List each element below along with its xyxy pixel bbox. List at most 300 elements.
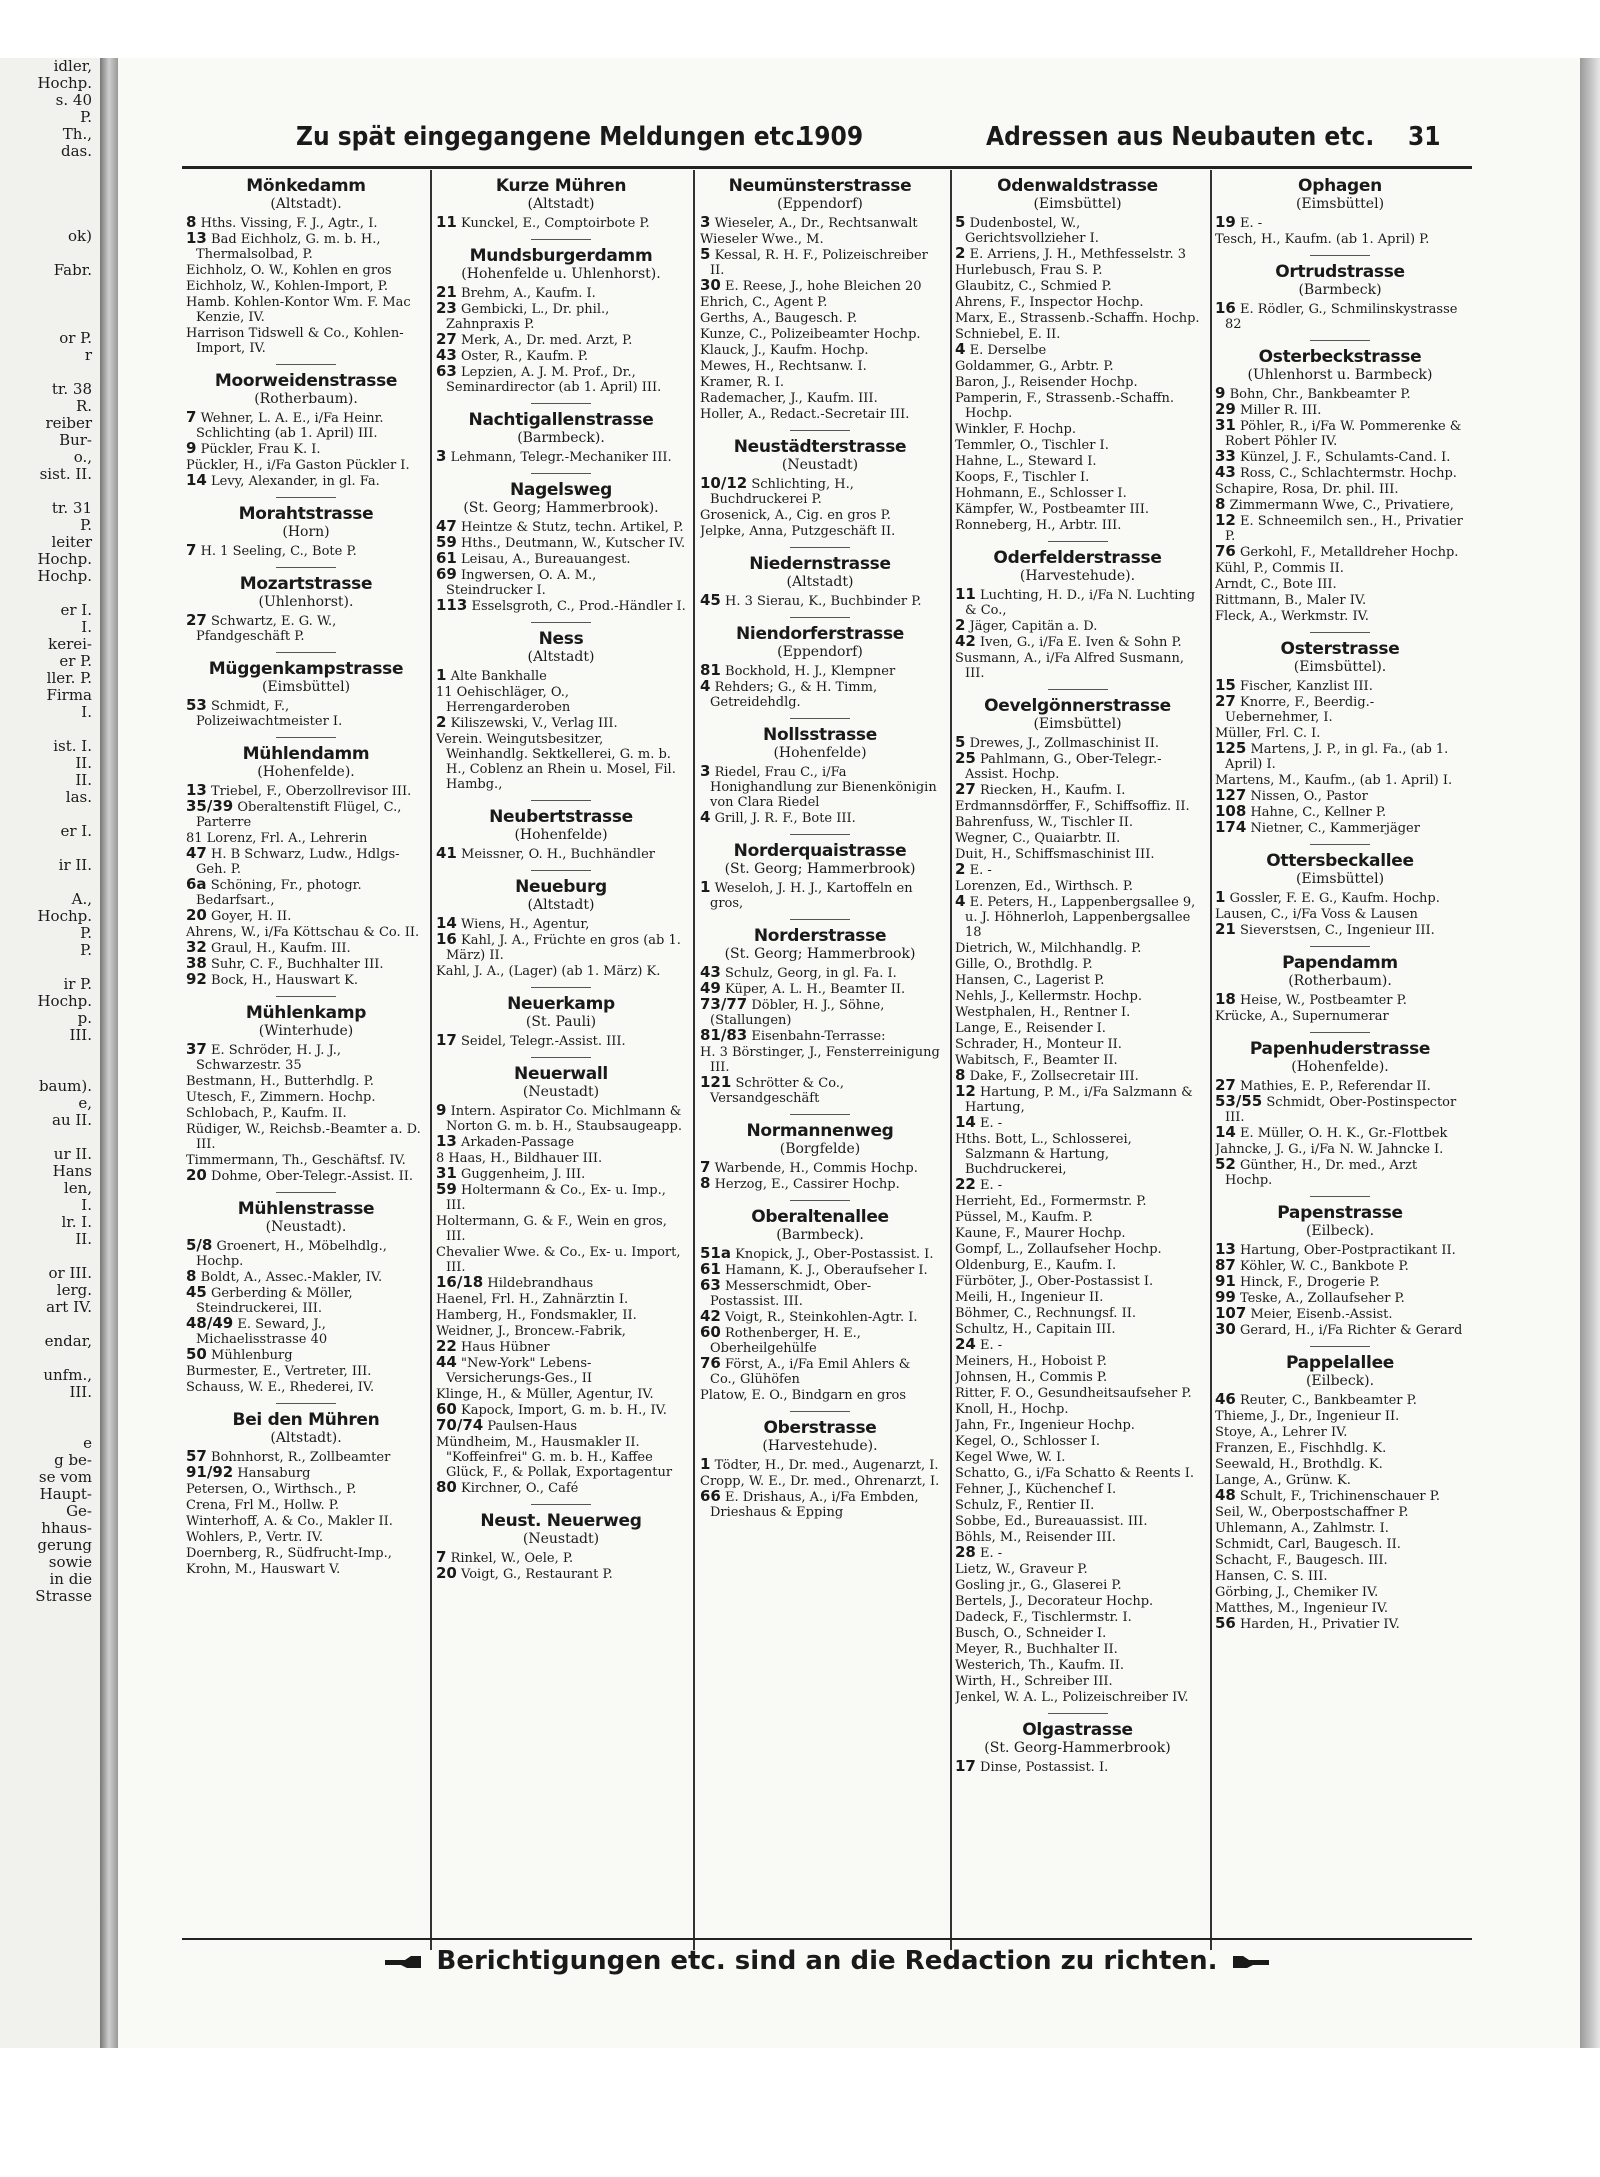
resident-text: H. 1 Seeling, C., Bote P. [200, 544, 357, 559]
resident-text: Messerschmidt, Ober-Postassist. III. [710, 1279, 872, 1309]
street-district: (Altstadt) [786, 574, 854, 590]
street-district: (Hohenfelde) [773, 745, 867, 761]
address-entry [1215, 788, 1465, 804]
resident-text: Schmidt, F., Polizeiwachtmeister I. [196, 699, 343, 729]
prev-page-fragment: das. [60, 142, 92, 160]
resident-text: Dinse, Postassist. I. [980, 1760, 1109, 1775]
prev-page-fragment: Hochp. [37, 567, 92, 585]
address-entry [186, 1347, 426, 1363]
address-entry [436, 1033, 686, 1049]
prev-page-fragment: s. 40 [55, 91, 92, 109]
address-entry [186, 215, 426, 231]
house-number: 73/77 [700, 995, 748, 1013]
street-district: (Eppendorf) [777, 644, 863, 660]
resident-text: E. - [980, 1546, 1003, 1561]
address-entry [1215, 1094, 1465, 1125]
house-number: 4 [700, 808, 711, 826]
address-entry [1215, 497, 1465, 513]
address-entry [186, 1379, 426, 1395]
house-number: 11 [955, 585, 976, 603]
street-section [700, 430, 940, 539]
section-separator [1310, 844, 1370, 845]
address-entry [955, 1417, 1200, 1433]
address-entry [1215, 1290, 1465, 1306]
resident-text: Kramer, R. I. [700, 375, 785, 390]
resident-text: Zimmermann Wwe, C., Privatiere, [1229, 498, 1454, 513]
address-entry [955, 1289, 1200, 1305]
street-section [1215, 1032, 1465, 1188]
address-entry [186, 698, 426, 729]
street-district: (Hohenfelde). [1291, 1059, 1389, 1075]
prev-page-fragment: Haupt- [39, 1485, 92, 1503]
address-entry [1215, 1504, 1465, 1520]
house-number: 16 [436, 930, 457, 948]
address-entry [955, 1369, 1200, 1385]
address-entry [700, 1387, 940, 1403]
address-entry [700, 965, 940, 981]
resident-text: Suhr, C. F., Buchhalter III. [211, 957, 384, 972]
address-entry [1215, 1392, 1465, 1408]
house-number: 13 [186, 781, 207, 799]
house-number: 47 [186, 844, 207, 862]
street-section [955, 1713, 1200, 1775]
house-number: 63 [436, 362, 457, 380]
resident-text: Sieverstsen, C., Ingenieur III. [1240, 923, 1435, 938]
address-entry [1215, 922, 1465, 938]
address-entry [700, 593, 940, 609]
address-entry [955, 972, 1200, 988]
resident-text: Jelpke, Anna, Putzgeschäft II. [700, 524, 896, 539]
address-entry [700, 764, 940, 810]
street-section [1215, 1196, 1465, 1338]
prev-page-fragment: Fabr. [53, 261, 92, 279]
street-name: Mühlendamm [242, 744, 370, 764]
resident-text: Jahncke, J. G., i/Fa N. W. Jahncke I. [1215, 1142, 1444, 1157]
address-entry [1215, 608, 1465, 624]
house-number: 28 [955, 1543, 976, 1561]
resident-text: Miller R. III. [1240, 403, 1322, 418]
resident-text: Lange, A., Grünw. K. [1215, 1473, 1351, 1488]
prev-page-fragment [0, 211, 100, 228]
section-separator [1048, 689, 1108, 690]
house-number: 174 [1215, 818, 1247, 836]
street-name: Papenstrasse [1277, 1203, 1403, 1223]
street-district: (Neustadt) [522, 1084, 600, 1100]
address-entry [186, 325, 426, 356]
resident-text: Glaubitz, C., Schmied P. [955, 279, 1112, 294]
street-name: Norderstrasse [753, 926, 887, 946]
street-section [436, 870, 686, 979]
street-section [700, 919, 940, 1106]
street-section [700, 718, 940, 826]
street-district: (Altstadt) [527, 897, 595, 913]
street-section [700, 834, 940, 911]
address-entry [955, 634, 1200, 650]
resident-text: Esselsgroth, C., Prod.-Händler I. [471, 599, 686, 614]
house-number: 20 [186, 1166, 207, 1184]
street-district: (Uhlenhorst). [258, 594, 354, 610]
resident-text: Voigt, R., Steinkohlen-Agtr. I. [725, 1310, 918, 1325]
resident-text: Ross, C., Schlachtermstr. Hochp. [1240, 466, 1457, 481]
resident-text: Wirth, H., Schreiber III. [955, 1674, 1113, 1689]
street-name: Moorweidenstrasse [214, 371, 398, 391]
address-entry [700, 278, 940, 294]
resident-text: Alte Bankhalle [450, 669, 547, 684]
house-number: 61 [700, 1260, 721, 1278]
book-gutter [100, 58, 118, 2048]
street-section [700, 547, 940, 609]
prev-page-fragment: Hochp. [37, 907, 92, 925]
resident-text: Uhlemann, A., Zahlmstr. I. [1215, 1521, 1389, 1536]
resident-text: Meier, Eisenb.-Assist. [1250, 1307, 1393, 1322]
resident-text: Teske, A., Zollaufseher P. [1240, 1291, 1405, 1306]
street-district: (Harvestehude). [762, 1438, 878, 1454]
resident-text: Günther, H., Dr. med., Arzt Hochp. [1225, 1158, 1418, 1188]
previous-page-margin [0, 58, 103, 2048]
section-separator [790, 718, 850, 719]
resident-text: Meili, H., Ingenieur II. [955, 1290, 1104, 1305]
address-entry [955, 1481, 1200, 1497]
section-separator [531, 800, 591, 801]
section-separator [276, 567, 336, 568]
resident-text: Rüdiger, W., Reichsb.-Beamter a. D. III. [186, 1122, 421, 1152]
house-number: 12 [1215, 511, 1236, 529]
resident-text: Lietz, W., Graveur P. [955, 1562, 1088, 1577]
address-entry [436, 215, 686, 231]
address-entry [955, 846, 1200, 862]
resident-text: Franzen, E., Fischhdlg. K. [1215, 1441, 1387, 1456]
resident-text: Winterhoff, A. & Co., Makler II. [186, 1514, 393, 1529]
resident-text: Cropp, W. E., Dr. med., Ohrenarzt, I. [700, 1474, 940, 1489]
resident-text: E. Schneemilch sen., H., Privatier P. [1225, 514, 1463, 544]
pointing-hand-icon [1227, 1952, 1271, 1972]
resident-text: Rothenberger, H. E., Oberheilgehülfe [710, 1326, 861, 1356]
street-section [186, 652, 426, 729]
resident-text: Schultz, H., Capitain III. [955, 1322, 1116, 1337]
address-entry [955, 1004, 1200, 1020]
address-entry [1215, 1322, 1465, 1338]
street-district: (St. Pauli) [525, 1014, 597, 1030]
resident-text: E. Peters, H., Lappenbergsallee 9, u. J. Höhnerloh, Lappenbergsallee 18 [965, 895, 1196, 940]
prev-page-fragment: tr. 31 [51, 499, 92, 517]
prev-page-fragment: len, [63, 1179, 92, 1197]
prev-page-fragment: Th., [62, 125, 92, 143]
address-entry [955, 453, 1200, 469]
prev-page-fragment: leiter [51, 533, 92, 551]
address-entry [955, 1020, 1200, 1036]
address-entry [1215, 1141, 1465, 1157]
house-number: 31 [436, 1164, 457, 1182]
address-entry [955, 469, 1200, 485]
prev-page-fragment: er P. [59, 652, 92, 670]
resident-text: Seil, W., Oberpostschaffner P. [1215, 1505, 1409, 1520]
address-entry [186, 1105, 426, 1121]
street-name: Morahtstrasse [238, 504, 374, 524]
section-separator [531, 1057, 591, 1058]
resident-text: Schlichting, H., Buchdruckerei P. [710, 477, 854, 507]
street-district: (Eimsbüttel) [1295, 196, 1385, 212]
address-entry [955, 437, 1200, 453]
resident-text: Boldt, A., Assec.-Makler, IV. [200, 1270, 383, 1285]
prev-page-fragment: R. [75, 397, 92, 415]
street-name: Ottersbeckallee [1266, 851, 1414, 871]
street-name: Mönkedamm [246, 176, 366, 196]
prev-page-fragment: g be- [54, 1451, 92, 1469]
resident-text: E. Rödler, G., Schmilinskystrasse 82 [1225, 302, 1458, 332]
resident-text: Erdmannsdörffer, F., Schiffsoffiz. II. [955, 799, 1190, 814]
resident-text: Arkaden-Passage [461, 1135, 575, 1150]
prev-page-fragment: unfm., [43, 1366, 92, 1384]
address-entry [1215, 1520, 1465, 1536]
section-separator [276, 1403, 336, 1404]
address-entry [436, 932, 686, 963]
column-divider [430, 170, 432, 1950]
resident-text: Bohnhorst, R., Zollbeamter [211, 1450, 391, 1465]
resident-text: Harden, H., Privatier IV. [1240, 1617, 1400, 1632]
resident-text: Gerths, A., Baugesch. P. [700, 311, 858, 326]
house-number: 16/18 [436, 1273, 484, 1291]
resident-text: Kapock, Import, G. m. b. H., IV. [461, 1403, 667, 1418]
resident-text: Seidel, Telegr.-Assist. III. [461, 1034, 626, 1049]
address-entry [186, 1561, 426, 1577]
address-entry [955, 814, 1200, 830]
street-section [1215, 844, 1465, 938]
resident-text: Tesch, H., Kaufm. (ab 1. April) P. [1215, 232, 1430, 247]
street-name: Neueburg [515, 877, 607, 897]
prev-page-fragment [0, 1316, 100, 1333]
house-number: 5 [955, 733, 966, 751]
resident-text: Meyer, R., Buchhalter II. [955, 1642, 1118, 1657]
resident-text: H. B Schwarz, Ludw., Hdlgs-Geh. P. [196, 847, 400, 877]
address-entry [700, 342, 940, 358]
street-name: Osterstrasse [1280, 639, 1400, 659]
street-name: Bei den Mühren [232, 1410, 380, 1430]
address-entry [955, 1689, 1200, 1705]
address-entry [1215, 1008, 1465, 1024]
address-entry [955, 1545, 1200, 1561]
house-number: 43 [700, 963, 721, 981]
street-section [186, 176, 426, 356]
header-left-title: Zu spät eingegangene Meldungen etc. [296, 122, 804, 152]
house-number: 43 [436, 346, 457, 364]
street-district: (Altstadt) [527, 196, 595, 212]
house-number: 69 [436, 565, 457, 583]
house-number: 81 [700, 661, 721, 679]
address-entry [1215, 231, 1465, 247]
prev-page-fragment: art IV. [46, 1298, 92, 1316]
resident-text: Groenert, H., Möbelhdlg., Hochp. [196, 1239, 387, 1269]
house-number: 19 [1215, 213, 1236, 231]
resident-text: Warbende, H., Commis Hochp. [714, 1161, 918, 1176]
street-section [186, 497, 426, 559]
house-number: 8 [186, 213, 197, 231]
prev-page-fragment: lerg. [56, 1281, 92, 1299]
prev-page-fragment: Hochp. [37, 74, 92, 92]
house-number: 14 [436, 914, 457, 932]
resident-text: Pahlmann, G., Ober-Telegr.-Assist. Hochp. [965, 752, 1162, 782]
street-section [700, 617, 940, 710]
street-section [1215, 946, 1465, 1024]
address-entry [436, 1323, 686, 1339]
resident-text: Fischer, Kanzlist III. [1240, 679, 1373, 694]
resident-text: Duit, H., Schiffsmaschinist III. [955, 847, 1155, 862]
address-entry [186, 924, 426, 940]
prev-page-fragment: ller. P. [46, 669, 92, 687]
resident-text: Triebel, F., Oberzollrevisor III. [211, 784, 412, 799]
address-entry [700, 1278, 940, 1309]
resident-text: Knoll, H., Hochp. [955, 1402, 1069, 1417]
resident-text: Pückler, H., i/Fa Gaston Pückler I. [186, 458, 410, 473]
address-entry [700, 1176, 940, 1192]
address-entry [186, 1238, 426, 1269]
house-number: 7 [186, 408, 197, 426]
prev-page-fragment: er I. [60, 822, 92, 840]
section-separator [1310, 1346, 1370, 1347]
address-entry [700, 1160, 940, 1176]
address-entry [1215, 386, 1465, 402]
resident-text: E. - [969, 863, 992, 878]
resident-text: Mathies, E. P., Referendar II. [1240, 1079, 1431, 1094]
address-entry [1215, 301, 1465, 332]
street-district: (Eilbeck). [1305, 1373, 1375, 1389]
resident-text: Görbing, J., Chemiker IV. [1215, 1585, 1379, 1600]
running-header [176, 122, 1441, 162]
prev-page-fragment: Hochp. [37, 992, 92, 1010]
address-entry [955, 390, 1200, 421]
house-number: 41 [436, 844, 457, 862]
house-number: 17 [955, 1757, 976, 1775]
resident-text: Jahn, Fr., Ingenieur Hochp. [955, 1418, 1135, 1433]
section-separator [790, 1114, 850, 1115]
house-number: 49 [700, 979, 721, 997]
street-name: Neumünsterstrasse [728, 176, 912, 196]
prev-page-fragment [0, 245, 100, 262]
house-number: 5/8 [186, 1236, 213, 1254]
resident-text: Bock, H., Hauswart K. [211, 973, 358, 988]
street-name: Kurze Mühren [495, 176, 627, 196]
address-entry [436, 1418, 686, 1434]
address-entry [955, 1225, 1200, 1241]
house-number: 27 [955, 780, 976, 798]
prev-page-fragment [0, 959, 100, 976]
address-entry [436, 332, 686, 348]
resident-text: Holtermann & Co., Ex- u. Imp., III. [446, 1183, 666, 1213]
section-separator [276, 364, 336, 365]
resident-text: Busch, O., Schneider I. [955, 1626, 1107, 1641]
street-district: (Eimsbüttel) [1033, 716, 1122, 732]
address-entry [700, 1309, 940, 1325]
header-year: 1909 [798, 122, 864, 152]
address-entry [955, 1241, 1200, 1257]
address-entry [955, 517, 1200, 533]
resident-text: Martens, J. P., in gl. Fa., (ab 1. April) I. [1225, 742, 1449, 772]
section-separator [1310, 946, 1370, 947]
street-district: (Eimsbüttel). [1293, 659, 1387, 675]
prev-page-fragment: II. [75, 1230, 92, 1248]
address-entry [1215, 465, 1465, 481]
section-separator [531, 987, 591, 988]
resident-text: Dadeck, F., Tischlermstr. I. [955, 1610, 1132, 1625]
section-separator [531, 473, 591, 474]
section-separator [531, 622, 591, 623]
section-separator [276, 652, 336, 653]
house-number: 16 [1215, 299, 1236, 317]
address-entry [955, 798, 1200, 814]
house-number: 125 [1215, 739, 1247, 757]
house-number: 45 [700, 591, 721, 609]
resident-text: Tödter, H., Dr. med., Augenarzt, I. [714, 1458, 939, 1473]
resident-text: Riedel, Frau C., i/Fa Honighandlung zur Bienenkönigin von Clara Riedel [710, 765, 937, 810]
resident-text: Schmidt, Ober-Postinspector III. [1225, 1095, 1457, 1125]
resident-text: Arndt, C., Bote III. [1215, 577, 1337, 592]
resident-text: 81 Lorenz, Frl. A., Lehrerin [186, 831, 368, 846]
street-section [1215, 255, 1465, 332]
resident-text: Lorenzen, Ed., Wirthsch. P. [955, 879, 1134, 894]
house-number: 42 [955, 632, 976, 650]
street-name: Neubertstrasse [489, 807, 633, 827]
resident-text: Jenkel, W. A. L., Polizeischreiber IV. [955, 1690, 1189, 1705]
address-entry [955, 1084, 1200, 1115]
address-entry [700, 358, 940, 374]
resident-text: Fürböter, J., Ober-Postassist I. [955, 1274, 1154, 1289]
address-entry [1215, 1242, 1465, 1258]
house-number: 50 [186, 1345, 207, 1363]
resident-text: Wohlers, P., Vertr. IV. [186, 1530, 323, 1545]
house-number: 1 [436, 666, 447, 684]
address-entry [955, 1273, 1200, 1289]
street-section [186, 364, 426, 489]
address-entry [1215, 449, 1465, 465]
street-name: Mozartstrasse [239, 574, 373, 594]
resident-text: Utesch, F., Zimmern. Hochp. [186, 1090, 376, 1105]
resident-text: Dudenbostel, W., Gerichtsvollzieher I. [965, 216, 1099, 246]
address-entry [700, 1473, 940, 1489]
address-entry [1215, 678, 1465, 694]
prev-page-fragment [0, 279, 100, 296]
prev-page-fragment [0, 1401, 100, 1418]
column-1 [186, 170, 426, 1938]
address-entry [186, 1269, 426, 1285]
house-number: 8 [186, 1267, 197, 1285]
address-entry [1215, 402, 1465, 418]
section-separator [531, 403, 591, 404]
resident-text: Matthes, M., Ingenieur IV. [1215, 1601, 1389, 1616]
street-district: (St. Georg; Hammerbrook). [463, 500, 659, 516]
address-entry [955, 1657, 1200, 1673]
address-entry [700, 1028, 940, 1044]
street-name: Odenwaldstrasse [997, 176, 1158, 196]
street-section [1215, 340, 1465, 624]
house-number: 6a [186, 875, 207, 893]
resident-text: Bahrenfuss, W., Tischler II. [955, 815, 1133, 830]
bottom-margin [0, 2048, 1600, 2177]
house-number: 91/92 [186, 1463, 234, 1481]
address-entry [955, 1465, 1200, 1481]
street-section [955, 541, 1200, 681]
address-entry [700, 880, 940, 911]
street-section [955, 689, 1200, 1705]
house-number: 9 [436, 1101, 447, 1119]
address-entry [1215, 544, 1465, 560]
resident-text: Hansaburg [237, 1466, 311, 1481]
house-number: 9 [186, 439, 197, 457]
address-entry [186, 231, 426, 262]
prev-page-fragment: III. [69, 1383, 92, 1401]
house-number: 61 [436, 549, 457, 567]
resident-text: Gosling jr., G., Glaserei P. [955, 1578, 1122, 1593]
resident-text: Kirchner, O., Café [461, 1481, 579, 1496]
prev-page-fragment: ur II. [53, 1145, 92, 1163]
